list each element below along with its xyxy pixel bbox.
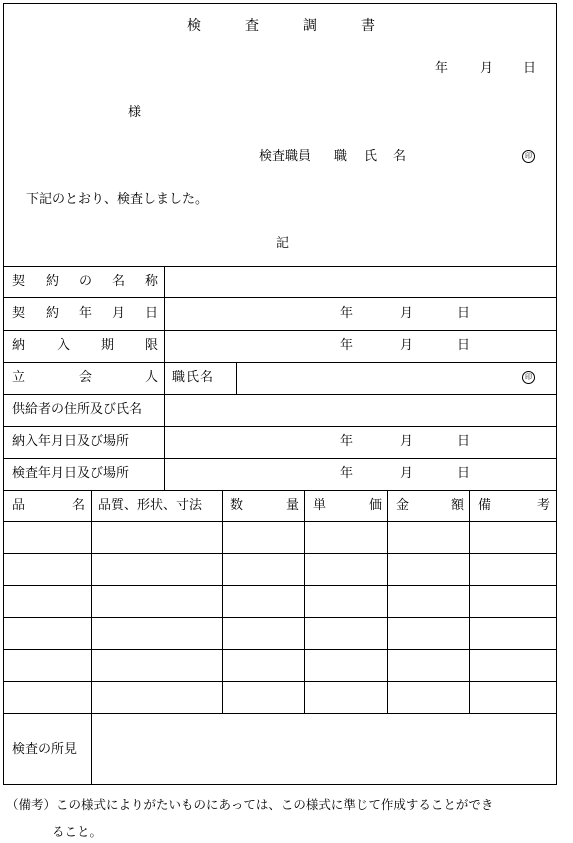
inspection-month: 月 (400, 466, 414, 481)
ki-heading: 記 (276, 236, 290, 251)
delivery-month: 月 (400, 434, 414, 449)
header-amount-2: 額 (451, 498, 465, 513)
label-char: 納 (12, 338, 26, 353)
label-char: の (79, 274, 93, 289)
title-char: 調 (303, 18, 317, 34)
inspector-label: 検査職員 (259, 149, 312, 164)
header-unit-price-1: 単 (313, 498, 327, 513)
label-char: 入 (57, 338, 71, 353)
header-unit-price-2: 価 (369, 498, 383, 513)
contract-month: 月 (400, 306, 414, 321)
delivery-day: 日 (457, 434, 471, 449)
intro-text: 下記のとおり、検査しました。 (26, 192, 209, 207)
title-char: 査 (245, 18, 259, 34)
document-title (187, 19, 375, 33)
inspector-name-label-1: 氏 (364, 149, 378, 164)
month-label: 月 (480, 61, 494, 76)
delivery-date-place-label: 納入年月日及び場所 (12, 434, 130, 449)
inspector-name-label-2: 名 (393, 149, 407, 164)
inspection-day: 日 (457, 466, 471, 481)
header-remarks-1: 備 (478, 498, 492, 513)
header-item-1: 品 (12, 498, 26, 513)
header-item-2: 名 (72, 498, 86, 513)
witness-seal-icon: 印 (522, 371, 535, 384)
inspection-date-place-label: 検査年月日及び場所 (12, 466, 130, 481)
deadline-month: 月 (400, 338, 414, 353)
contract-day: 日 (457, 306, 471, 321)
label-char: 約 (46, 306, 60, 321)
label-char: 年 (79, 306, 93, 321)
contract-year: 年 (340, 306, 354, 321)
label-char: 称 (145, 274, 159, 289)
addressee-suffix: 様 (128, 105, 142, 120)
footnote-line-2: ること。 (52, 824, 103, 839)
label-char: 日 (145, 306, 159, 321)
findings-label: 検査の所見 (12, 742, 78, 757)
header-amount-1: 金 (396, 498, 410, 513)
header-quantity-1: 数 (230, 498, 244, 513)
label-char: 名 (112, 274, 126, 289)
inspector-title-label: 職 (334, 149, 348, 164)
label-char: 限 (145, 338, 159, 353)
day-label: 日 (523, 61, 537, 76)
label-char: 立 (12, 370, 26, 385)
label-char: 期 (101, 338, 115, 353)
seal-icon: 印 (522, 150, 535, 163)
label-char: 契 (12, 274, 26, 289)
label-char: 月 (112, 306, 126, 321)
year-label: 年 (435, 61, 449, 76)
label-char: 契 (12, 306, 26, 321)
footnote-line-1: （備考）この様式によりがたいものにあっては、この様式に準じて作成することができ (6, 797, 494, 812)
header-remarks-2: 考 (537, 498, 551, 513)
deadline-day: 日 (457, 338, 471, 353)
header-quantity-2: 量 (286, 498, 300, 513)
label-char: 人 (145, 370, 159, 385)
label-char: 約 (46, 274, 60, 289)
label-char: 会 (79, 370, 93, 385)
header-quality: 品質、形状、寸法 (98, 498, 203, 513)
deadline-year: 年 (340, 338, 354, 353)
supplier-label: 供給者の住所及び氏名 (12, 402, 143, 417)
inspection-year: 年 (340, 466, 354, 481)
witness-name-label: 職氏名 (172, 370, 215, 385)
title-char: 検 (187, 18, 201, 34)
delivery-year: 年 (340, 434, 354, 449)
title-char: 書 (361, 18, 375, 34)
